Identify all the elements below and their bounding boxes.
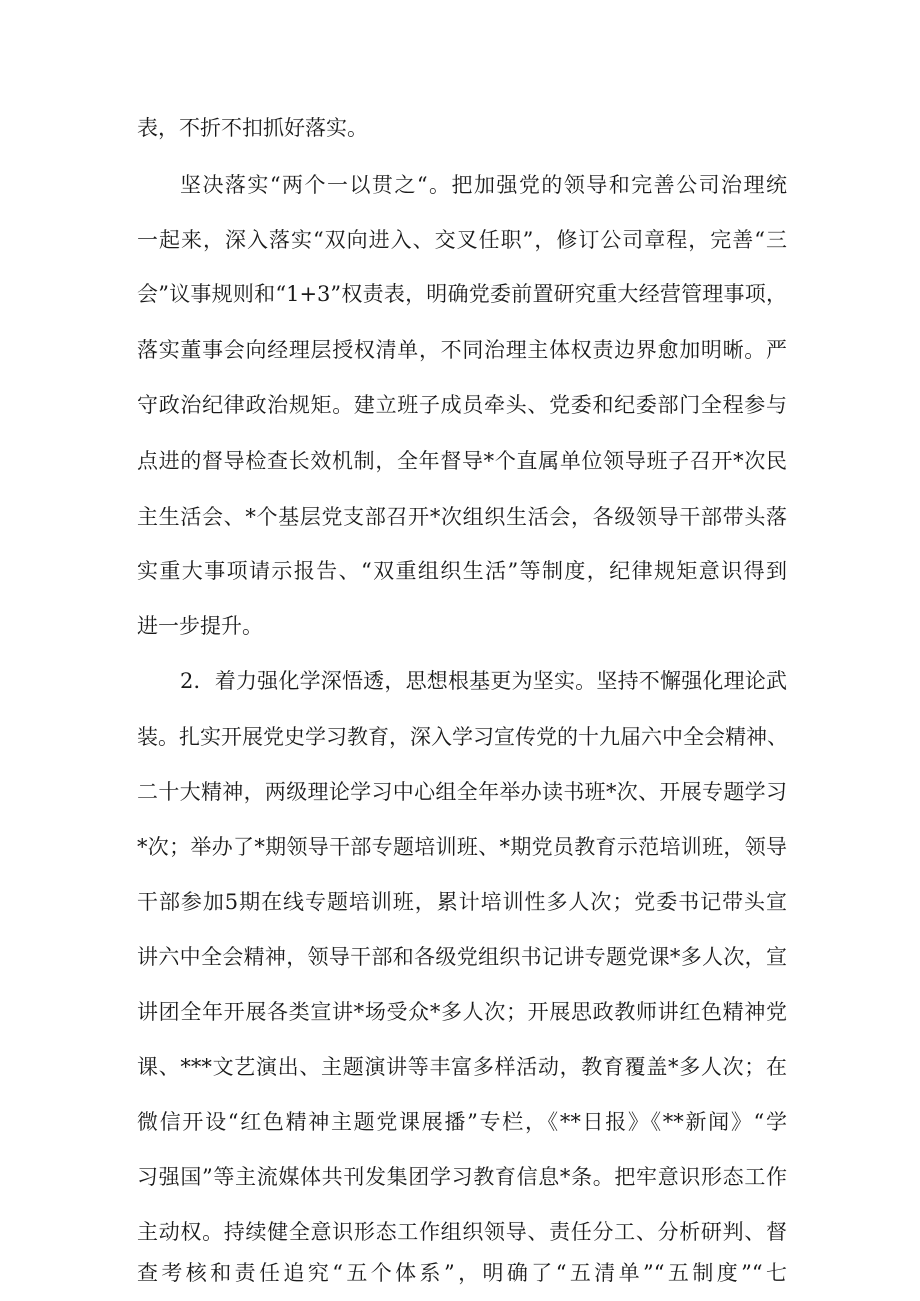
text-line-18: 课、***文艺演出、主题演讲等丰富多样活动，教育覆盖*多人次；在 xyxy=(137,1055,787,1079)
text-line-10: 进一步提升。 xyxy=(137,614,263,638)
text-line-11: 2．着力强化学深悟透，思想根基更为坚实。坚持不懈强化理论武 xyxy=(180,669,787,693)
text-line-1: 表，不折不扣抓好落实。 xyxy=(137,116,368,140)
text-line-7: 点进的督导检查长效机制，全年督导*个直属单位领导班子召开*次民 xyxy=(137,449,787,473)
text-line-4: 会”议事规则和“1+3”权责表，明确党委前置研究重大经营管理事项， xyxy=(137,282,787,306)
text-line-3: 一起来，深入落实“双向进入、交叉任职”，修订公司章程，完善“三 xyxy=(137,228,787,252)
text-line-2: 坚决落实“两个一以贯之“。把加强党的领导和完善公司治理统 xyxy=(180,173,787,197)
text-line-15: 干部参加5期在线专题培训班，累计培训性多人次；党委书记带头宣 xyxy=(137,890,787,914)
text-line-21: 主动权。持续健全意识形态工作组织领导、责任分工、分析研判、督 xyxy=(137,1220,787,1244)
text-line-17: 讲团全年开展各类宣讲*场受众*多人次；开展思政教师讲红色精神党 xyxy=(137,1000,787,1024)
text-line-16: 讲六中全会精神，领导干部和各级党组织书记讲专题党课*多人次，宣 xyxy=(137,945,787,969)
text-line-19: 微信开设“红色精神主题党课展播”专栏，《**日报》《**新闻》“学 xyxy=(137,1110,787,1134)
text-line-22: 查考核和责任追究“五个体系”，明确了“五清单”“五制度”“七 xyxy=(137,1261,787,1285)
text-line-6: 守政治纪律政治规矩。建立班子成员牵头、党委和纪委部门全程参与 xyxy=(137,393,787,417)
text-line-12: 装。扎实开展党史学习教育，深入学习宣传党的十九届六中全会精神、 xyxy=(137,725,788,749)
text-line-20: 习强国”等主流媒体共刊发集团学习教育信息*条。把牢意识形态工作 xyxy=(137,1165,787,1189)
text-line-8: 主生活会、*个基层党支部召开*次组织生活会，各级领导干部带头落 xyxy=(137,505,787,529)
text-line-5: 落实董事会向经理层授权清单，不同治理主体权责边界愈加明晰。严 xyxy=(137,338,787,362)
text-line-13: 二十大精神，两级理论学习中心组全年举办读书班*次、开展专题学习 xyxy=(137,780,787,804)
text-line-9: 实重大事项请示报告、“双重组织生活”等制度，纪律规矩意识得到 xyxy=(137,559,787,583)
text-line-14: *次；举办了*期领导干部专题培训班、*期党员教育示范培训班，领导 xyxy=(137,835,787,859)
